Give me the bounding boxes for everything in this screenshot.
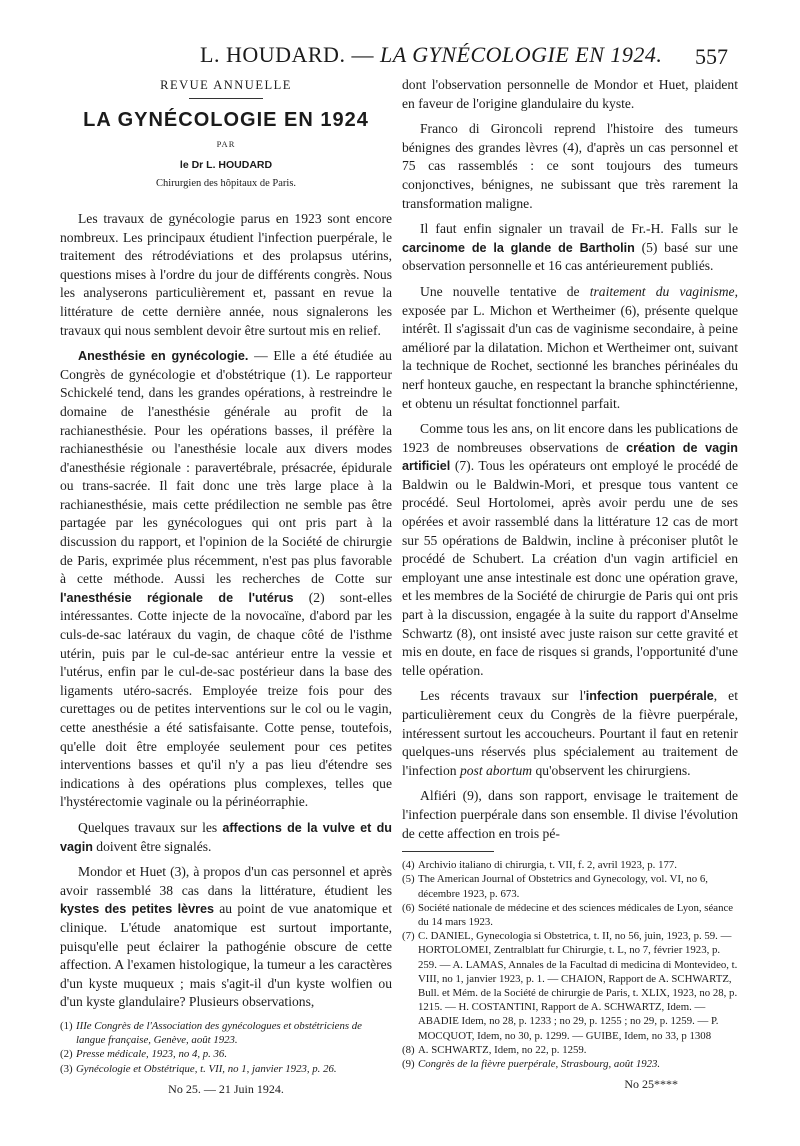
- anesthesia-heading: Anesthésie en gynécologie.: [78, 349, 249, 364]
- footnote: [60, 1047, 392, 1061]
- footnote-divider: [402, 851, 494, 852]
- footnote: [402, 872, 738, 900]
- footnote-text: Gynécologie et Obstétrique, t. VII, no 1, janvier 1923, p. 26.: [76, 1062, 337, 1075]
- right-footnotes: [402, 858, 738, 1071]
- footnote-number: (1): [60, 1019, 73, 1032]
- vaginisme-italic-term: traitement du vaginisme: [589, 283, 735, 299]
- continuation-paragraph: dont l'observation personnelle de Mondor et Huet, plaident en faveur de l'origine glandulaire du kyste.: [402, 77, 738, 111]
- running-head-author: L. HOUDARD. —: [200, 42, 374, 67]
- infection-text-a: Les récents travaux sur l': [420, 688, 586, 704]
- infection-italic-term: post abortum: [459, 762, 533, 778]
- footnote-text: Presse médicale, 1923, no 4, p. 36.: [76, 1048, 228, 1061]
- vaginisme-paragraph: [402, 283, 738, 413]
- creation-bold-term: création de vagin artificiel: [402, 440, 738, 474]
- mondor-bold-term: kystes des petites lèvres: [60, 902, 214, 917]
- anesthesia-bold-term: l'anesthésie régionale de l'utérus: [60, 590, 294, 605]
- footnote-text: IIIe Congrès de l'Association des gynécologues et obstétriciens de langue française, Genève, août 1923.: [76, 1019, 362, 1047]
- right-column: [402, 76, 738, 1094]
- footnote-text: The American Journal of Obstetrics and Gynecology, vol. VI, no 6, décembre 1923, p. 673.: [418, 873, 708, 900]
- article-author: le Dr L. HOUDARD: [179, 158, 273, 171]
- footnote-number: (8): [402, 1043, 415, 1056]
- creation-text-b: (7). Tous les opérateurs ont employé le procédé de Baldwin ou le Baldwin-Mori, et presque tous vantent ce procédé. Seul Hortolomei, après avoir perdu une de ses opérées et avoir rassemblé dans la littérature 12 cas de mort sur 55 opérations de Baldwin, incline à préconiser plutôt le procédé de Schubert. La création d'un vagin artificiel en employant une anse intestinale est donc une opération grave, et les membres de la Société de chirurgie de Paris qui ont pris part à la discussion, engagée à la suite du rapport d'Anselme Schwartz (8), ont insisté avec juste raison sur cette gravité et mis en doute, en face de risques si grands, l'opportunité d'une telle opération.: [402, 458, 738, 678]
- mondor-text-b: au point de vue anatomique et clinique. L'étude anatomique est surtout importante, puisqu'elle peut éclairer la pathogénie obscure de cette affection. A l'examen histologique, la tumeur a les caractères d'un kyste muqueux ; mais s'agit-il d'un kyste wolfien ou d'un kyste glandulaire? Plusieurs observations,: [60, 901, 392, 1010]
- issue-signature: No 25. — 21 Juin 1924.: [168, 1081, 284, 1096]
- footnote: [402, 1057, 738, 1071]
- article-title: LA GYNÉCOLOGIE EN 1924: [83, 108, 369, 131]
- infection-text-c: qu'observent les chirurgiens.: [532, 762, 691, 778]
- creation-paragraph: [402, 420, 738, 680]
- author-affiliation: Chirurgien des hôpitaux de Paris.: [155, 178, 297, 190]
- anesthesia-paragraph: [60, 347, 392, 812]
- running-head: [200, 42, 720, 68]
- vaginisme-text-a: Une nouvelle tentative de: [420, 283, 590, 299]
- mondor-paragraph: [60, 863, 392, 1012]
- page-number: 557: [695, 44, 728, 69]
- running-head-title: LA GYNÉCOLOGIE EN 1924.: [379, 42, 663, 67]
- footnote: [402, 1043, 738, 1057]
- footnote-text: A. SCHWARTZ, Idem, no 22, p. 1259.: [418, 1043, 587, 1056]
- footnote-text: C. DANIEL, Gynecologia si Obstetrica, t. II, no 56, juin, 1923, p. 59. — HORTOLOMEI, Zentralblatt fur Chirurgie, t. L, no 7, février 1923, p. 259. — A. LAMAS, Annales de la Facultad di medicina di Montevideo, t. VIII, no 1, janvier 1923, p. 1. — CHAION, Rapport de A. SCHWARTZ, Bull. et Mém. de la Société de chirurgie de Paris, t. XLIX, 1923, no 28, p. 1215. — H. COSTANTINI, Rapport de A. SCHWARTZ, Idem. — ABADIE Idem, no 28, p. 1233 ; no 29, p. 1255 ; no 29, p. 1259. — P. MOCQUOT, Idem, no 30, p. 1299. — GUIBE, Idem, no 33, p 1308: [418, 930, 738, 1042]
- infection-bold-term: infection puerpérale: [585, 689, 714, 704]
- footnote: [402, 858, 738, 872]
- footnote-number: (4): [402, 859, 415, 872]
- left-footnotes: [60, 1019, 392, 1076]
- vulve-paragraph: [60, 819, 392, 856]
- infection-paragraph: [402, 687, 738, 780]
- anesthesia-text-b: (2) sont-elles intéressantes. Cotte injecte de la novocaïne, d'abord par les culs-de-sac latéraux du vagin, de chaque côté de l'isthme utérin, puis par le cul-de-sac antérieur entre la vessie et l'utérus, enfin par le cul-de-sac postérieur dans la base des ligaments utéro-sacrés. Employée treize fois pour des curettages ou de petites interventions sur le col ou le vagin, cette anesthésie a été satisfaisante. Cotte pense, toutefois, qu'elle doit être employée seulement pour ces petites interventions basses et qu'il n'y a pas lieu d'étendre ses indications à des opérations plus complexes, telles que l'hystérectomie vaginale ou la périnéorraphie.: [60, 589, 392, 810]
- alfieri-paragraph: Alfiéri (9), dans son rapport, envisage le traitement de l'infection puerpérale dans son ensemble. Il divise l'évolution de cette affection en trois pé-: [402, 788, 738, 841]
- falls-bold-term: carcinome de la glande de Bartholin: [402, 240, 635, 255]
- falls-text-a: Il faut enfin signaler un travail de Fr.-H. Falls sur le: [420, 221, 738, 237]
- footnote-number: (3): [60, 1062, 73, 1075]
- mondor-text-a: Mondor et Huet (3), à propos d'un cas personnel et après avoir rassemblé 38 cas dans la littérature, étudient les: [60, 864, 392, 898]
- footnote-number: (2): [60, 1048, 73, 1061]
- byline-par: PAR: [216, 139, 236, 150]
- footnote: [60, 1062, 392, 1076]
- left-column: [60, 76, 392, 1098]
- footnote-number: (6): [402, 901, 415, 914]
- footnote: [402, 901, 738, 929]
- vulve-bold-term: affections de la vulve et du vagin: [60, 820, 392, 854]
- footnote-text: Archivio italiano di chirurgia, t. VII, f. 2, avril 1923, p. 177.: [418, 859, 677, 872]
- creation-text-a: Comme tous les ans, on lit encore dans les publications de 1923 de nombreuses observations de: [402, 421, 738, 455]
- franco-paragraph: Franco di Gironcoli reprend l'histoire des tumeurs bénignes des grandes lèvres (4), d'après un cas personnel et 75 cas rassemblés : ce sont toujours des tumeurs conjonctives, bénignes, ne subissant que très rarement la transformation maligne.: [402, 121, 738, 211]
- footnote-text: Société nationale de médecine et des sciences médicales de Lyon, séance du 14 mars 1923.: [418, 901, 734, 928]
- footnote-number: (9): [402, 1058, 415, 1070]
- vulve-text-b: doivent être signalés.: [92, 838, 212, 854]
- vulve-text-a: Quelques travaux sur les: [78, 819, 223, 835]
- anesthesia-text-a: — Elle a été étudiée au Congrès de gynécologie et d'obstétrique (1). Le rapporteur Schickelé tend, dans les grandes opérations, à restreindre le domaine de l'anesthésie générale au profit de la rachianesthésie. Pour les opérations basses, il préfère la rachianesthésie ou l'anesthésie locale aux divers modes d'anesthésie régionale : paravertébrale, présacrée, épidurale ou trans-sacrée. Il fait donc une très large place à la rachianesthésie, mais cette prédilection ne semble pas être partagée par les gynécologues qui ont pris part à la discussion du rapport, et l'opinion de la Société de chirurgie de Paris, exprimée plus récemment, n'est pas plus favorable à cette méthode. Aussi les recherches de Cotte sur: [60, 348, 392, 587]
- vaginisme-text-b: , exposée par L. Michon et Wertheimer (6), présente quelque intérêt. Il s'agissait d'un cas de vaginisme secondaire, à peine amélioré par la dilatation. Michon et Wertheimer ont, suivant la technique de Rochet, sectionné les branches périnéales du nerf honteux gauche, en respectant la branche sphinctérienne, et obtenu un résultat fonctionnel parfait.: [402, 283, 738, 411]
- section-kicker: REVUE ANNUELLE: [160, 78, 292, 92]
- footnote: [60, 1019, 392, 1047]
- infection-text-b: , et particulièrement ceux du Congrès de la fièvre puerpérale, intéressent surtout les accoucheurs. Pourtant il faut en retenir quelques-uns réservés plus spécialement au traitement de l'infection: [402, 688, 738, 778]
- footnote-number: (7): [402, 930, 415, 943]
- footnote-text: Congrès de la fièvre puerpérale, Strasbourg, août 1923.: [418, 1058, 661, 1070]
- falls-text-b: (5) basé sur une observation personnelle et 16 cas antérieurement publiés.: [402, 239, 739, 274]
- kicker-divider: [189, 98, 263, 99]
- falls-paragraph: [402, 220, 738, 276]
- footnote-number: (5): [402, 873, 415, 886]
- issue-signature-right: No 25****: [624, 1077, 678, 1092]
- footnote: [402, 929, 738, 1043]
- intro-paragraph: Les travaux de gynécologie parus en 1923 sont encore nombreux. Les principaux étudient l'infection puerpérale, le traitement des rétrodéviations et des prolapsus utérins, questions mises à l'ordre du jour de différents congrès. Nous les analyserons particulièrement et, passant en revue la littérature de cette dernière année, nous signalerons les travaux qui nous semblent devoir être surtout mis en relief.: [60, 210, 392, 338]
